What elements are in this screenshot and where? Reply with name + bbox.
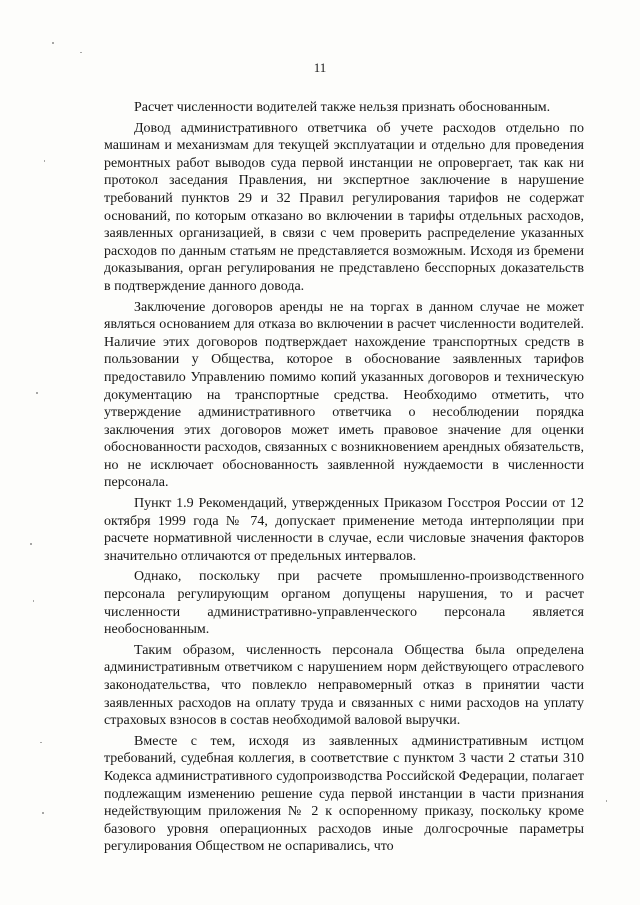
document-body: [104, 99, 584, 859]
paragraph: Довод административного ответчика об учете расходов отдельно по машинам и механизмам для текущей эксплуатации и отдельно для проведения ремонтных работ выводов суда первой инстанции не опровергает, так как ни протокол заседания Правления, ни экспертное заключение в нарушение требований пунктов 29 и 32 Правил регулирования тарифов не содержат оснований, по которым отказано во включении в тарифы отдельных расходов, заявленных организацией, в связи с чем проверить распределение указанных расходов по данным статьям не представляется возможным. Исходя из бремени доказывания, орган регулирования не представлено бесспорных доказательств в подтверждение данного довода.: [104, 120, 584, 294]
page-number: 11: [313, 60, 327, 75]
paragraph: Однако, поскольку при расчете промышленно-производственного персонала регулирующим органом допущены нарушения, то и расчет численности административно-управленческого персонала является необоснованным.: [104, 569, 584, 638]
scan-speck: [44, 160, 45, 162]
scan-speck: [52, 42, 54, 44]
paragraph: Заключение договоров аренды не на торгах в данном случае не может являться основанием для отказа во включении в расчет численности водителей. Наличие этих договоров подтверждает нахождение транспортных средств в пользовании у Общества, которое в обоснование заявленных тарифов предоставило Управлению помимо копий указанных договоров и техническую документацию на транспортные средства. Необходимо отметить, что утверждение административного ответчика о несоблюдении порядка заключения этих договоров может иметь правовое значение для оценки обоснованности расходов, связанных с возникновением арендных обязательств, но не исключает обоснованность заявленной нуждаемости в численности персонала.: [104, 299, 584, 491]
paragraph: Вместе с тем, исходя из заявленных административным истцом требований, судебная коллегия, в соответствие с пунктом 3 части 2 статьи 310 Кодекса административного судопроизводства Российской Федерации, полагает подлежащим изменению решение суда первой инстанции в части признания недействующим приложения № 2 к оспоренному приказу, поскольку кроме базового уровня операционных расходов иные долгосрочные параметры регулирования Обществом не оспаривались, что: [104, 733, 584, 855]
scan-speck: [33, 600, 34, 602]
scan-speck: [40, 742, 42, 743]
paragraph: Пункт 1.9 Рекомендаций, утвержденных Приказом Госстроя России от 12 октября 1999 года № 74, допускает применение метода интерполяции при расчете нормативной численности в случае, если числовые значения факторов значительно отличаются от предельных интервалов.: [104, 496, 584, 564]
scan-speck: [42, 812, 44, 814]
paragraph: Расчет численности водителей также нельзя признать обоснованным.: [134, 100, 551, 115]
scan-speck: [36, 392, 38, 394]
scan-speck: [606, 800, 607, 802]
scan-speck: [80, 52, 82, 53]
scan-speck: [30, 543, 32, 545]
paragraph: Таким образом, численность персонала Общества была определена административным ответчиком с нарушением норм действующего отраслевого законодательства, что повлекло неправомерный отказ в принятии части заявленных расходов на оплату труда и связанных с ними расходов на уплату страховых взносов в состав необходимой валовой выручки.: [104, 642, 584, 729]
